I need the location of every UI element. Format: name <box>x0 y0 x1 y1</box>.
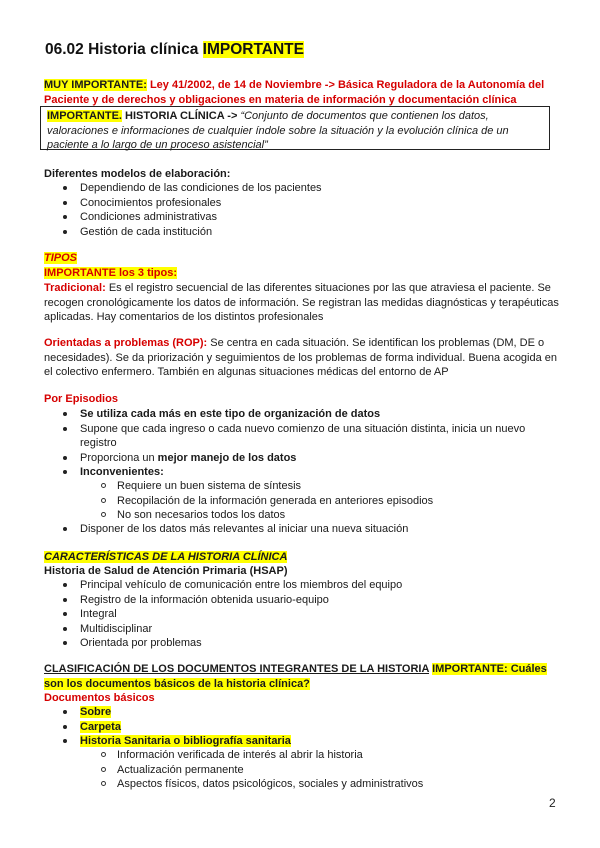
list-item: Disponer de los datos más relevantes al iniciar una nueva situación <box>60 522 550 537</box>
definition-label: IMPORTANTE. <box>47 110 122 122</box>
list-item: Orientada por problemas <box>60 636 550 651</box>
important-tag: IMPORTANTE <box>202 41 304 58</box>
list-item: Gestión de cada institución <box>60 225 550 240</box>
clasificacion-heading: CLASIFICACIÓN DE LOS DOCUMENTOS INTEGRANTES DE LA HISTORIA IMPORTANTE: Cuáles son los documentos básicos de la historia clínica? <box>44 663 547 690</box>
list-item: Conocimientos profesionales <box>60 196 550 211</box>
episodios-heading: Por Episodios <box>44 393 118 405</box>
list-item: Multidisciplinar <box>60 622 550 637</box>
list-item: Carpeta <box>60 720 550 735</box>
list-item: Aspectos físicos, datos psicológicos, sociales y administrativos <box>100 777 550 792</box>
docs-basicos-list <box>60 705 550 749</box>
list-item: Integral <box>60 607 550 622</box>
clasificacion-highlight: IMPORTANTE: Cuáles son los documentos básicos de la historia clínica? <box>44 663 547 690</box>
list-item: Dependiendo de las condiciones de los pacientes <box>60 181 550 196</box>
page-number: 2 <box>549 796 556 810</box>
list-item: Principal vehículo de comunicación entre los miembros del equipo <box>60 578 550 593</box>
rop-label: Orientadas a problemas (ROP): <box>44 337 208 349</box>
tipos-subheading: IMPORTANTE los 3 tipos: <box>44 267 178 279</box>
tradicional-label: Tradicional: <box>44 282 106 294</box>
list-item: Requiere un buen sistema de síntesis <box>100 479 550 494</box>
list-item: Historia Sanitaria o bibliografía sanitaria <box>60 734 550 749</box>
caracteristicas-heading: CARACTERÍSTICAS DE LA HISTORIA CLÍNICA <box>44 551 288 563</box>
list-item: Sobre <box>60 705 550 720</box>
episodios-list <box>60 407 550 480</box>
rop-paragraph: Orientadas a problemas (ROP): Se centra en cada situación. Se identifican los problemas (DM, DE o necesidades). Se da priorización y seguimientos de los problemas de forma individual. Buena acogida en el colectivo enfermero. También en algunas situaciones médicas del entorno de AP <box>44 337 558 379</box>
docs-basicos-heading: Documentos básicos <box>44 692 155 704</box>
list-item: Recopilación de la información generada en anteriores episodios <box>100 494 550 509</box>
page-title: 06.02 Historia clínica IMPORTANTE <box>45 41 304 58</box>
list-item: Actualización permanente <box>100 763 550 778</box>
list-item: No son necesarios todos los datos <box>100 508 550 523</box>
tradicional-paragraph: Tradicional: Es el registro secuencial de las diferentes situaciones por las que atraviesa el paciente. Se recogen cronológicamente los datos de información. Se registran las medidas diagnósticas y terapéuticas aplicadas. Hay comentarios de los distintos profesionales <box>44 282 559 324</box>
caracteristicas-list <box>60 578 550 651</box>
list-item: Se utiliza cada más en este tipo de organización de datos <box>60 407 550 422</box>
law-label: MUY IMPORTANTE: <box>44 79 147 91</box>
episodios-list-cont <box>60 522 550 537</box>
list-item: Inconvenientes: <box>60 465 550 480</box>
definition-term: HISTORIA CLÍNICA -> <box>125 110 238 122</box>
list-item: Supone que cada ingreso o cada nuevo comienzo de una situación distinta, inicia un nuevo registro <box>60 422 550 451</box>
list-item: Información verificada de interés al abrir la historia <box>100 748 550 763</box>
tipos-heading: TIPOS <box>44 252 78 264</box>
hsap-heading: Historia de Salud de Atención Primaria (HSAP) <box>44 565 288 577</box>
models-list <box>60 181 550 239</box>
list-item: Proporciona un mejor manejo de los datos <box>60 451 550 466</box>
law-text: Ley 41/2002, de 14 de Noviembre -> Básica Reguladora de la Autonomía del Paciente y de derechos y obligaciones en materia de información y documentación clínica <box>44 79 545 106</box>
list-item: Condiciones administrativas <box>60 210 550 225</box>
historia-sanitaria-list <box>100 748 550 792</box>
models-heading: Diferentes modelos de elaboración: <box>44 168 231 180</box>
inconvenientes-list <box>100 479 550 523</box>
definition-box <box>40 106 550 150</box>
law-paragraph <box>44 78 559 107</box>
list-item: Registro de la información obtenida usuario-equipo <box>60 593 550 608</box>
definition-text: “Conjunto de documentos que contienen los datos, valoraciones e informaciones de cualquier índole sobre la situación y la evolución clínica de un paciente a lo largo de un proceso asistencial” <box>47 110 509 152</box>
